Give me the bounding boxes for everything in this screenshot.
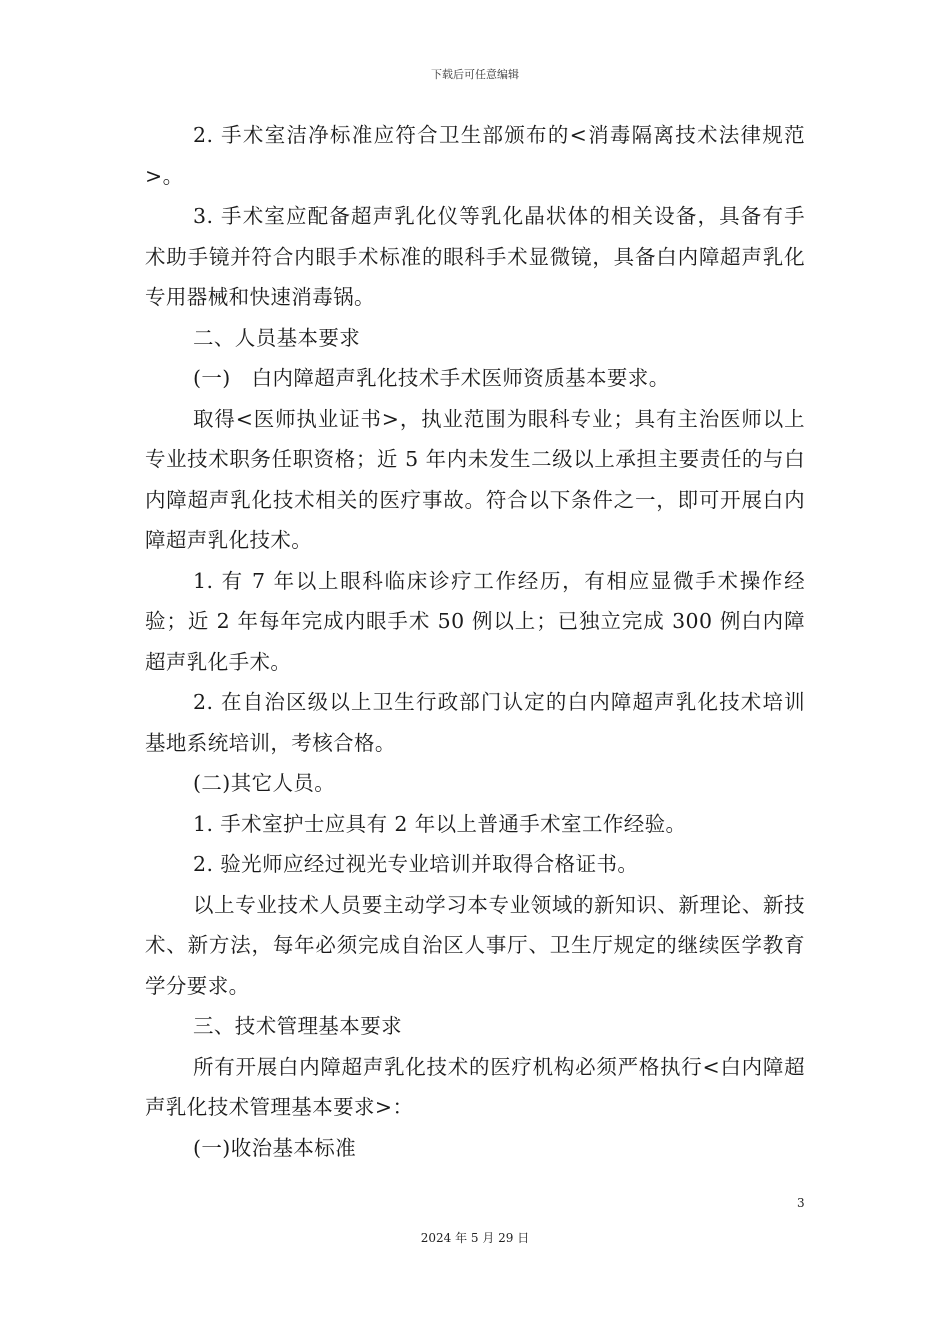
list-item-experience: 1. 有 7 年以上眼科临床诊疗工作经历，有相应显微手术操作经验；近 2 年每年完成内眼手术 50 例以上；已独立完成 300 例白内障超声乳化手术。 bbox=[145, 568, 805, 674]
list-item-training: 2. 在自治区级以上卫生行政部门认定的白内障超声乳化技术培训基地系统培训，考核合格。 bbox=[145, 690, 805, 755]
subheading-admission-standards: (一)收治基本标准 bbox=[193, 1135, 357, 1160]
paragraph-equipment: 3. 手术室应配备超声乳化仪等乳化晶状体的相关设备，具备有手术助手镜并符合内眼手术标准的眼科手术显微镜，具备白内障超声乳化专用器械和快速消毒锅。 bbox=[145, 204, 805, 309]
list-item-nurse: 1. 手术室护士应具有 2 年以上普通手术室工作经验。 bbox=[193, 811, 687, 836]
page-number: 3 bbox=[797, 1196, 805, 1210]
subheading-surgeon-qualification: (一) 白内障超声乳化技术手术医师资质基本要求。 bbox=[193, 366, 670, 390]
list-item-optometrist: 2. 验光师应经过视光专业培训并取得合格证书。 bbox=[193, 852, 639, 876]
page-footer-date: 2024 年 5 月 29 日 bbox=[420, 1231, 530, 1245]
section-heading-technical-management: 三、技术管理基本要求 bbox=[193, 1014, 402, 1038]
subheading-other-personnel: (二)其它人员。 bbox=[193, 771, 336, 795]
page-header: 下载后可任意编辑 bbox=[431, 68, 519, 81]
paragraph-continuing-education: 以上专业技术人员要主动学习本专业领域的新知识、新理论、新技术、新方法，每年必须完成自治区人事厅、卫生厅规定的继续医学教育学分要求。 bbox=[145, 892, 805, 998]
paragraph-surgeon-requirements: 取得<医师执业证书>，执业范围为眼科专业；具有主治医师以上专业技术职务任职资格；近 5 年内未发生二级以上承担主要责任的与白内障超声乳化技术相关的医疗事故。符合以下条件之一，即可开展白内障超声乳化技术。 bbox=[145, 406, 805, 552]
paragraph-management-requirements: 所有开展白内障超声乳化技术的医疗机构必须严格执行<白内障超声乳化技术管理基本要求>： bbox=[145, 1054, 805, 1119]
paragraph-cleanliness-standard: 2. 手术室洁净标准应符合卫生部颁布的<消毒隔离技术法律规范>。 bbox=[145, 123, 805, 188]
document-body bbox=[145, 115, 805, 1168]
section-heading-personnel: 二、人员基本要求 bbox=[193, 325, 361, 350]
